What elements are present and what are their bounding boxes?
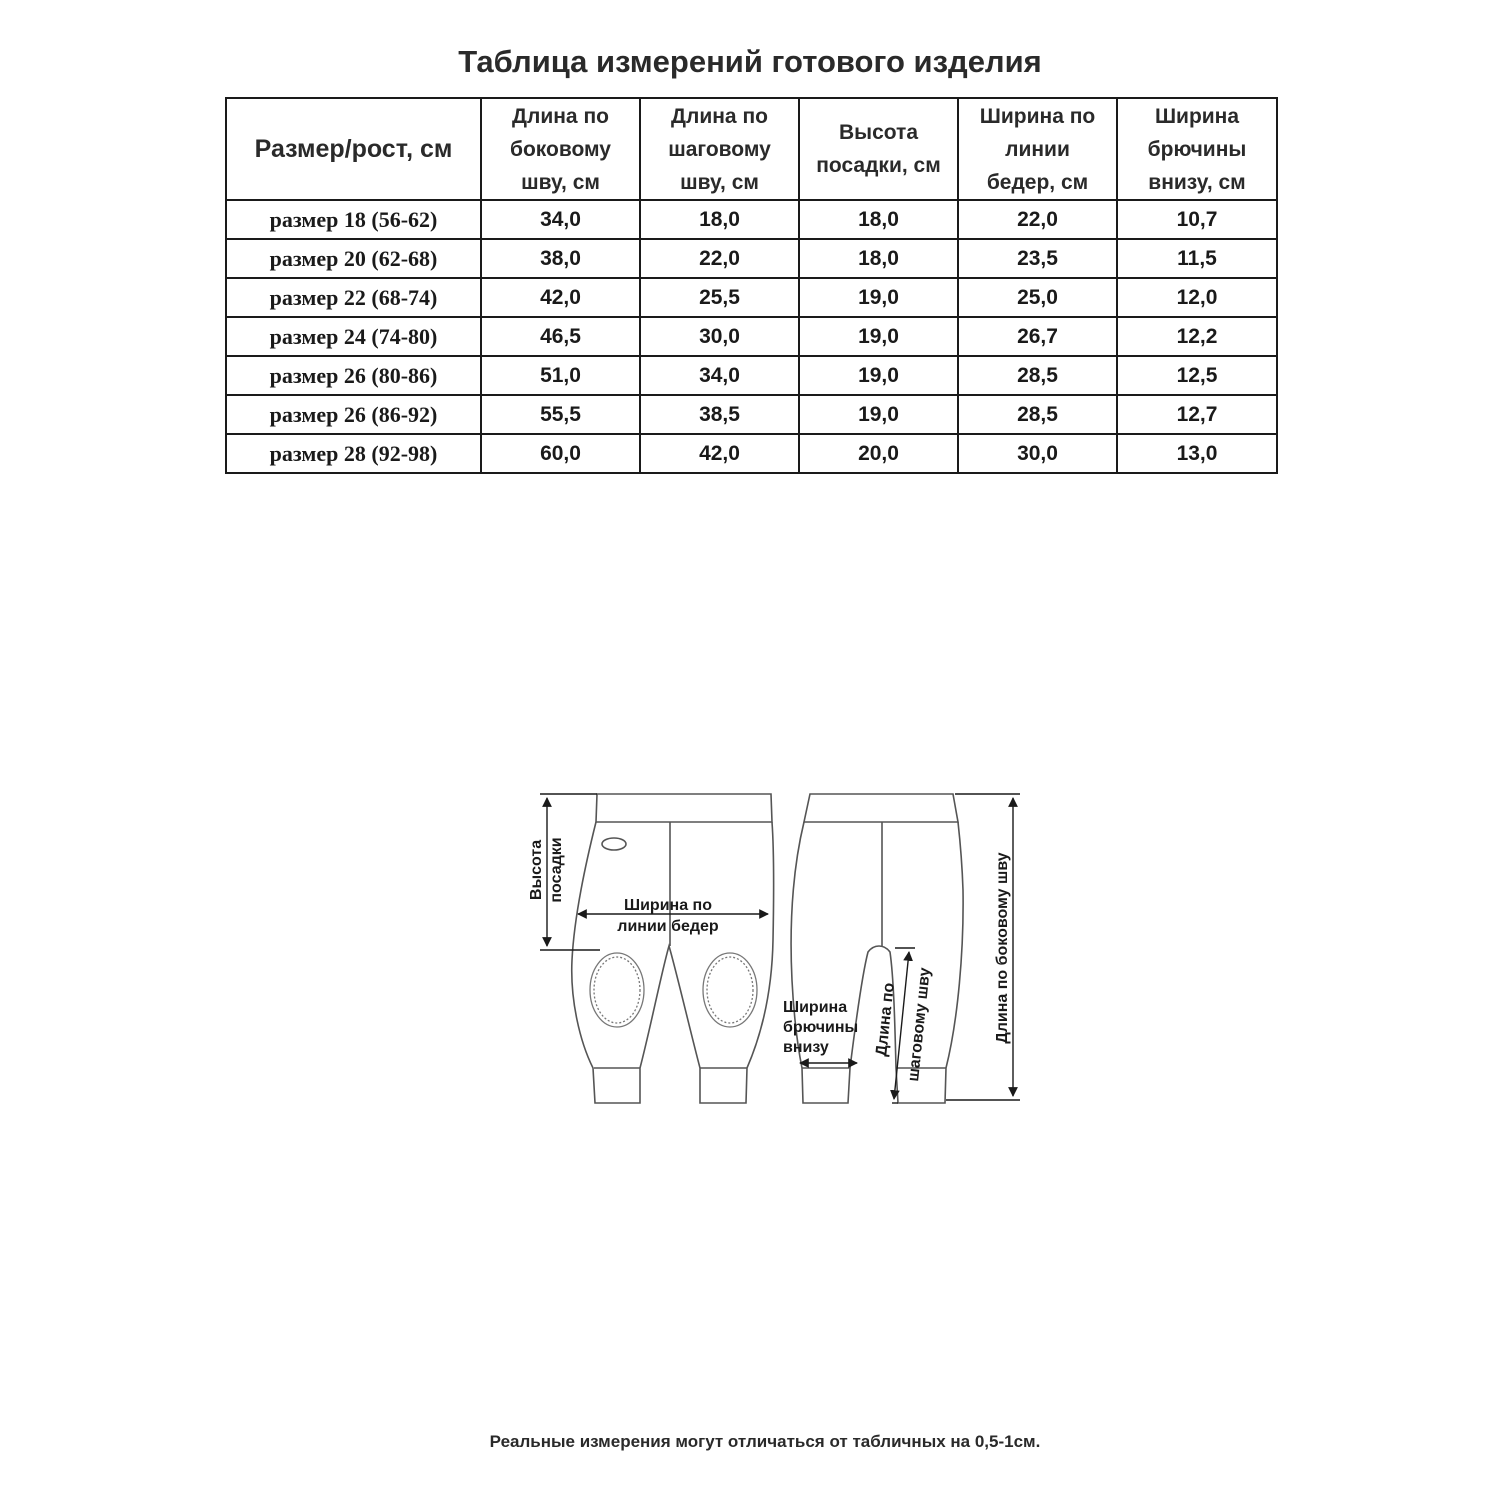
header-side-length [481, 98, 640, 200]
side-length-cell: 51,0 [481, 356, 640, 395]
inseam-length-cell: 34,0 [640, 356, 799, 395]
rise-label-line2: посадки [548, 837, 565, 903]
table-header-row [226, 98, 1277, 200]
side-length-cell: 42,0 [481, 278, 640, 317]
rise-label-line1: Высота [528, 839, 545, 901]
footnote: Реальные измерения могут отличаться от табличных на 0,5-1см. [489, 1432, 1041, 1451]
table-row [226, 239, 1277, 278]
side-length-cell: 34,0 [481, 200, 640, 239]
hem-width-cell: 10,7 [1117, 200, 1277, 239]
hip-width-cell: 26,7 [958, 317, 1117, 356]
hip-width-cell: 30,0 [958, 434, 1117, 473]
size-table [225, 97, 1278, 474]
hem-width-cell: 11,5 [1117, 239, 1277, 278]
hem-width-cell: 12,0 [1117, 278, 1277, 317]
size-cell: размер 24 (74-80) [226, 317, 481, 356]
hip-width-cell: 23,5 [958, 239, 1117, 278]
size-cell: размер 26 (80-86) [226, 356, 481, 395]
knee-patch-right [703, 953, 757, 1027]
hem-width-cell: 13,0 [1117, 434, 1277, 473]
rise-cell: 18,0 [799, 200, 958, 239]
rise-cell: 19,0 [799, 395, 958, 434]
table-row [226, 200, 1277, 239]
rise-cell: 19,0 [799, 278, 958, 317]
side-length-label: Длина по боковому шву [994, 852, 1011, 1044]
hip-width-cell: 22,0 [958, 200, 1117, 239]
size-cell: размер 28 (92-98) [226, 434, 481, 473]
inseam-length-cell: 38,5 [640, 395, 799, 434]
inseam-length-cell: 18,0 [640, 200, 799, 239]
header-size: Размер/рост, см [226, 98, 481, 200]
hip-width-cell: 28,5 [958, 395, 1117, 434]
inseam-length-cell: 42,0 [640, 434, 799, 473]
size-cell: размер 22 (68-74) [226, 278, 481, 317]
inseam-length-cell: 25,5 [640, 278, 799, 317]
front-pants-drawing [572, 794, 774, 1103]
pants-measurement-diagram [500, 780, 1040, 1120]
inseam-length-cell: 30,0 [640, 317, 799, 356]
inseam-label-line2: шаговому шву [905, 966, 934, 1083]
back-outline [791, 822, 963, 1103]
header-hem-width [1117, 98, 1277, 200]
rise-cell: 20,0 [799, 434, 958, 473]
hem-label-line1: Ширина [783, 999, 848, 1016]
knee-patch-left [590, 953, 644, 1027]
header-inseam-length-text: Длина по шаговому шву, см [668, 104, 771, 194]
table-row [226, 395, 1277, 434]
header-side-length-text: Длина по боковому шву, см [510, 104, 611, 194]
hem-width-cell: 12,7 [1117, 395, 1277, 434]
hem-label-line3: внизу [783, 1039, 829, 1056]
hem-width-cell: 12,5 [1117, 356, 1277, 395]
header-hip-width-text: Ширина по линии бедер, см [979, 104, 1096, 194]
side-length-cell: 60,0 [481, 434, 640, 473]
logo-patch [602, 838, 626, 850]
hem-width-cell: 12,2 [1117, 317, 1277, 356]
rise-cell: 19,0 [799, 356, 958, 395]
hip-width-cell: 25,0 [958, 278, 1117, 317]
hip-width-cell: 28,5 [958, 356, 1117, 395]
front-waistband [596, 794, 772, 822]
table-row [226, 434, 1277, 473]
rise-cell: 19,0 [799, 317, 958, 356]
size-cell: размер 26 (86-92) [226, 395, 481, 434]
side-length-cell: 55,5 [481, 395, 640, 434]
size-cell: размер 18 (56-62) [226, 200, 481, 239]
header-hip-width [958, 98, 1117, 200]
rise-cell: 18,0 [799, 239, 958, 278]
inseam-length-cell: 22,0 [640, 239, 799, 278]
header-rise [799, 98, 958, 200]
hem-label-line2: брючины [783, 1019, 859, 1036]
side-length-cell: 38,0 [481, 239, 640, 278]
page-title: Таблица измерений готового изделия [458, 44, 1042, 79]
hip-label-line2: линии бедер [617, 918, 719, 935]
side-length-cell: 46,5 [481, 317, 640, 356]
header-rise-text: Высота посадки, см [816, 121, 941, 177]
header-inseam-length [640, 98, 799, 200]
table-row [226, 356, 1277, 395]
front-outline [572, 822, 774, 1103]
size-cell: размер 20 (62-68) [226, 239, 481, 278]
inseam-label-line1: Длина по [873, 981, 898, 1058]
back-waistband [804, 794, 958, 822]
table-row [226, 317, 1277, 356]
hip-label-line1: Ширина по [624, 897, 712, 914]
header-hem-width-text: Ширина брючины внизу, см [1147, 104, 1247, 194]
table-row [226, 278, 1277, 317]
